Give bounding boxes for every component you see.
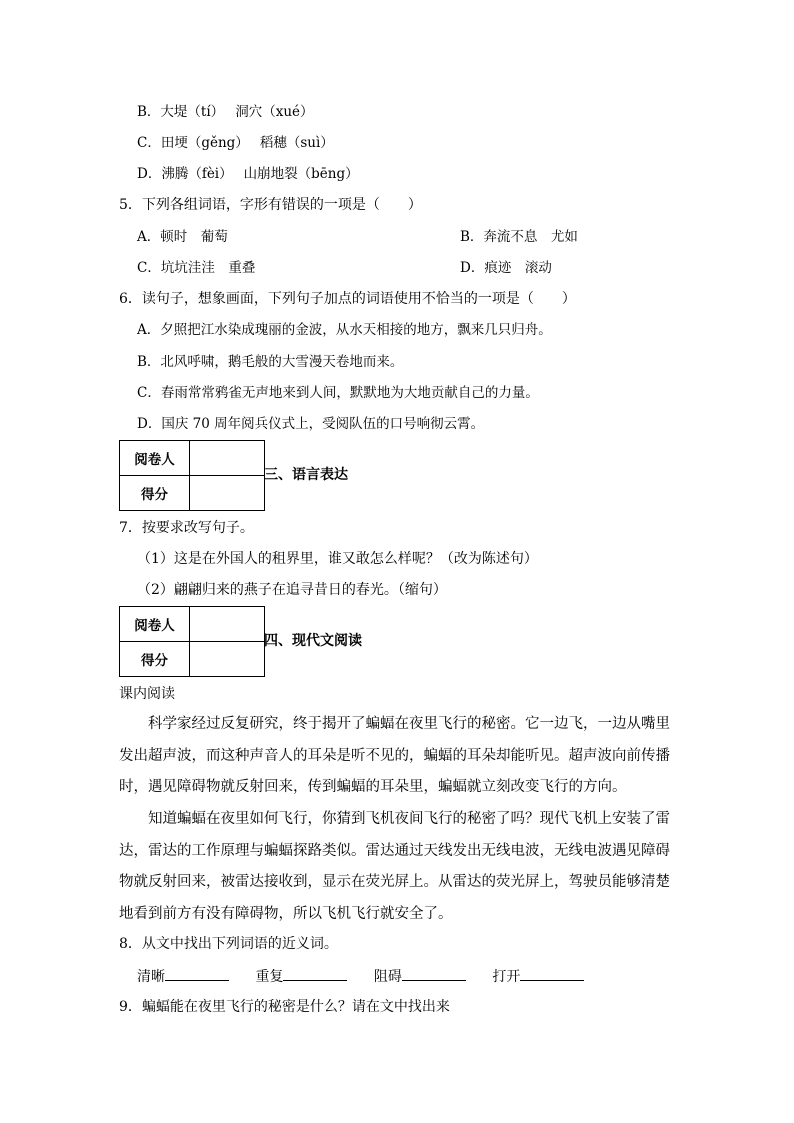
score-table-1 (119, 440, 265, 511)
score-field[interactable] (190, 476, 265, 511)
score-table-2 (119, 606, 265, 677)
q8-word: 阻碍 (373, 969, 402, 985)
q5-option-b: B．奔流不息 尤如 (460, 229, 578, 245)
score-label: 得分 (120, 476, 190, 511)
q4-option-d: D．沸腾（fèi） 山崩地裂（bēng） (137, 166, 359, 182)
reading-label: 课内阅读 (119, 686, 175, 702)
q6-stem: 6．读句子，想象画面，下列句子加点的词语使用不恰当的一项是（ ） (119, 291, 576, 307)
q6-option-d: D．国庆 70 周年阅兵仪式上，受阅队伍的口号响彻云霄。 (137, 416, 485, 432)
q6-option-b: B．北风呼啸，鹅毛般的大雪漫天卷地而来。 (137, 354, 404, 370)
score-field[interactable] (190, 642, 265, 677)
q5-option-c: C．坑坑洼洼 重叠 (137, 260, 256, 276)
q9-stem: 9．蝙蝠能在夜里飞行的秘密是什么？请在文中找出来 (119, 999, 450, 1015)
section-3-title: 三、语言表达 (264, 467, 348, 483)
q8-word: 重复 (255, 969, 284, 985)
answer-blank[interactable] (402, 966, 466, 981)
q8-stem: 8．从文中找出下列词语的近义词。 (119, 936, 338, 952)
q7-sub-2: （2）翩翩归来的燕子在追寻昔日的春光。（缩句） (137, 582, 447, 598)
q4-option-b: B．大堤（tí） 洞穴（xué） (137, 104, 314, 120)
section-4-title: 四、现代文阅读 (264, 633, 362, 649)
q6-option-a: A．夕照把江水染成瑰丽的金波，从水天相接的地方，飘来几只归舟。 (137, 322, 552, 338)
reviewer-field[interactable] (190, 607, 265, 642)
passage-paragraph-2: 知道蝙蝠在夜里如何飞行，你猜到飞机夜间飞行的秘密了吗？现代飞机上安装了雷达，雷达的工作原理与蝙蝠探路类似。雷达通过天线发出无线电波，无线电波遇见障碍物就反射回来，被雷达接收到，显示在荧光屏上。从雷达的荧光屏上，驾驶员能够清楚地看到前方有没有障碍物，所以飞机飞行就安全了。 (119, 811, 670, 922)
reviewer-label: 阅卷人 (120, 607, 190, 642)
q5-option-d: D．痕迹 滚动 (460, 260, 552, 276)
answer-blank[interactable] (283, 966, 347, 981)
passage-paragraph-1: 科学家经过反复研究，终于揭开了蝙蝠在夜里飞行的秘密。它一边飞，一边从嘴里发出超声波，而这种声音人的耳朵是听不见的，蝙蝠的耳朵却能听见。超声波向前传播时，遇见障碍物就反射回来，传到蝙蝠的耳朵里，蝙蝠就立刻改变飞行的方向。 (119, 716, 670, 795)
answer-blank[interactable] (520, 966, 584, 981)
q8-word: 清晰 (137, 969, 165, 985)
score-label: 得分 (120, 642, 190, 677)
reviewer-field[interactable] (190, 441, 265, 476)
q5-stem: 5．下列各组词语，字形有错误的一项是（ ） (119, 197, 422, 213)
q6-option-c: C．春雨常常鸦雀无声地来到人间，默默地为大地贡献自己的力量。 (137, 385, 539, 401)
q7-sub-1: （1）这是在外国人的租界里，谁又敢怎么样呢？（改为陈述句） (137, 551, 538, 567)
q7-stem: 7．按要求改写句子。 (119, 520, 254, 536)
q8-word-blanks (137, 966, 606, 987)
q8-word: 打开 (492, 969, 521, 985)
answer-blank[interactable] (165, 966, 229, 981)
reviewer-label: 阅卷人 (120, 441, 190, 476)
q4-option-c: C．田埂（gěng） 稻穗（suì） (137, 135, 334, 151)
q5-option-a: A．顿时 葡萄 (137, 229, 228, 245)
